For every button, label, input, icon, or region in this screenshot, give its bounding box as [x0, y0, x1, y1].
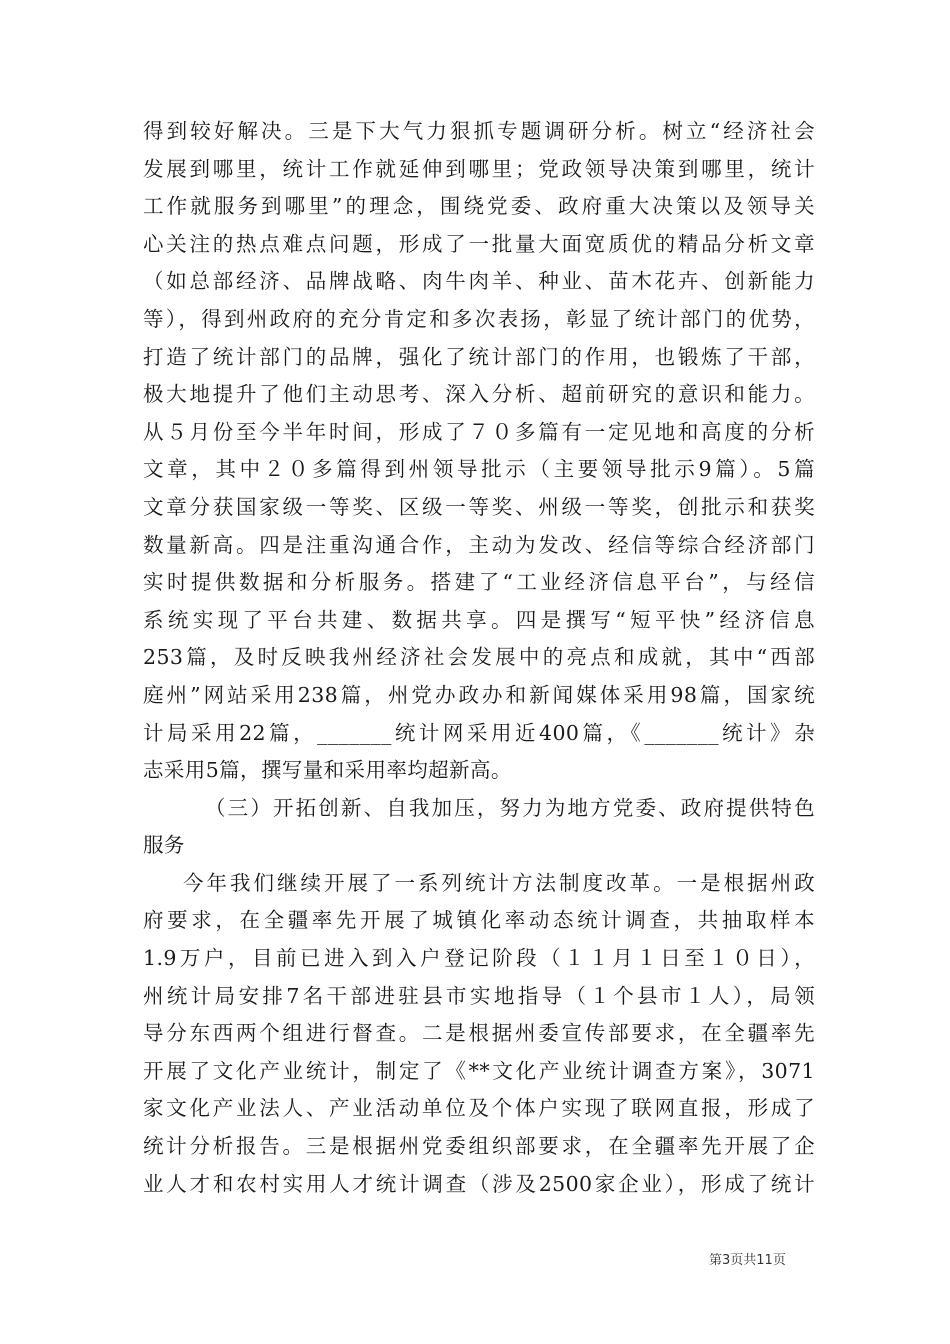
- section-heading-line: 服务: [143, 833, 185, 858]
- text-line: 实时提供数据和分析服务。搭建了“工业经济信息平台”，与经信: [143, 570, 815, 595]
- page-number: 第3页共11页: [709, 1253, 786, 1268]
- text-line: 心关注的热点难点问题，形成了一批量大面宽质优的精品分析文章: [143, 231, 815, 256]
- text-line: 志采用5篇，撰写量和采用率均超新高。: [143, 758, 512, 783]
- document-body: [143, 113, 815, 1203]
- paragraph-2: [143, 865, 815, 1203]
- text-line: 工作就服务到哪里”的理念，围绕党委、政府重大决策以及领导关: [143, 194, 815, 219]
- text-line: 253篇，及时反映我州经济社会发展中的亮点和成就，其中“西部: [143, 645, 815, 670]
- text-line: 等），得到州政府的充分肯定和多次表扬，彰显了统计部门的优势，: [143, 306, 815, 331]
- text-line: 统计分析报告。三是根据州党委组织部要求，在全疆率先开展了企: [143, 1134, 815, 1159]
- text-line: （如总部经济、品牌战略、肉牛肉羊、种业、苗木花卉、创新能力: [143, 269, 815, 294]
- text-line: 文章，其中２０多篇得到州领导批示（主要领导批示9篇）。5篇: [143, 457, 815, 482]
- text-line: 发展到哪里，统计工作就延伸到哪里；党政领导决策到哪里，统计: [143, 156, 815, 181]
- text-line: 极大地提升了他们主动思考、深入分析、超前研究的意识和能力。: [143, 382, 815, 407]
- text-line: 庭州”网站采用238篇，州党办政办和新闻媒体采用98篇，国家统: [143, 682, 815, 707]
- text-line: 得到较好解决。三是下大气力狠抓专题调研分析。树立“经济社会: [143, 119, 815, 143]
- section-heading: [143, 790, 815, 865]
- text-line: 家文化产业法人、产业活动单位及个体户实现了联网直报，形成了: [143, 1096, 815, 1121]
- paragraph-1: [143, 113, 815, 790]
- text-line: 州统计局安排7名干部进驻县市实地指导（１个县市１人），局领: [143, 983, 815, 1008]
- text-line: 府要求，在全疆率先开展了城镇化率动态统计调查，共抽取样本: [143, 908, 815, 933]
- text-line: 导分东西两个组进行督查。二是根据州委宣传部要求，在全疆率先: [143, 1021, 815, 1046]
- text-line: 计局采用22篇，_______统计网采用近400篇，《_______统计》杂: [143, 720, 815, 745]
- text-line: 今年我们继续开展了一系列统计方法制度改革。一是根据州政: [183, 870, 815, 895]
- section-heading-line: （三）开拓创新、自我加压，努力为地方党委、政府提供特色: [205, 795, 815, 820]
- text-line: 业人才和农村实用人才统计调查（涉及2500家企业），形成了统计: [143, 1171, 815, 1196]
- text-line: 文章分获国家级一等奖、区级一等奖、州级一等奖，创批示和获奖: [143, 494, 815, 519]
- text-line: 系统实现了平台共建、数据共享。四是撰写“短平快”经济信息: [143, 607, 815, 632]
- text-line: 开展了文化产业统计，制定了《**文化产业统计调查方案》，3071: [143, 1058, 815, 1083]
- text-line: 1.9万户，目前已进入到入户登记阶段（１１月１日至１０日），: [143, 946, 815, 971]
- text-line: 从５月份至今半年时间，形成了７０多篇有一定见地和高度的分析: [143, 419, 815, 444]
- text-line: 打造了统计部门的品牌，强化了统计部门的作用，也锻炼了干部，: [143, 344, 815, 369]
- text-line: 数量新高。四是注重沟通合作，主动为发改、经信等综合经济部门: [143, 532, 815, 557]
